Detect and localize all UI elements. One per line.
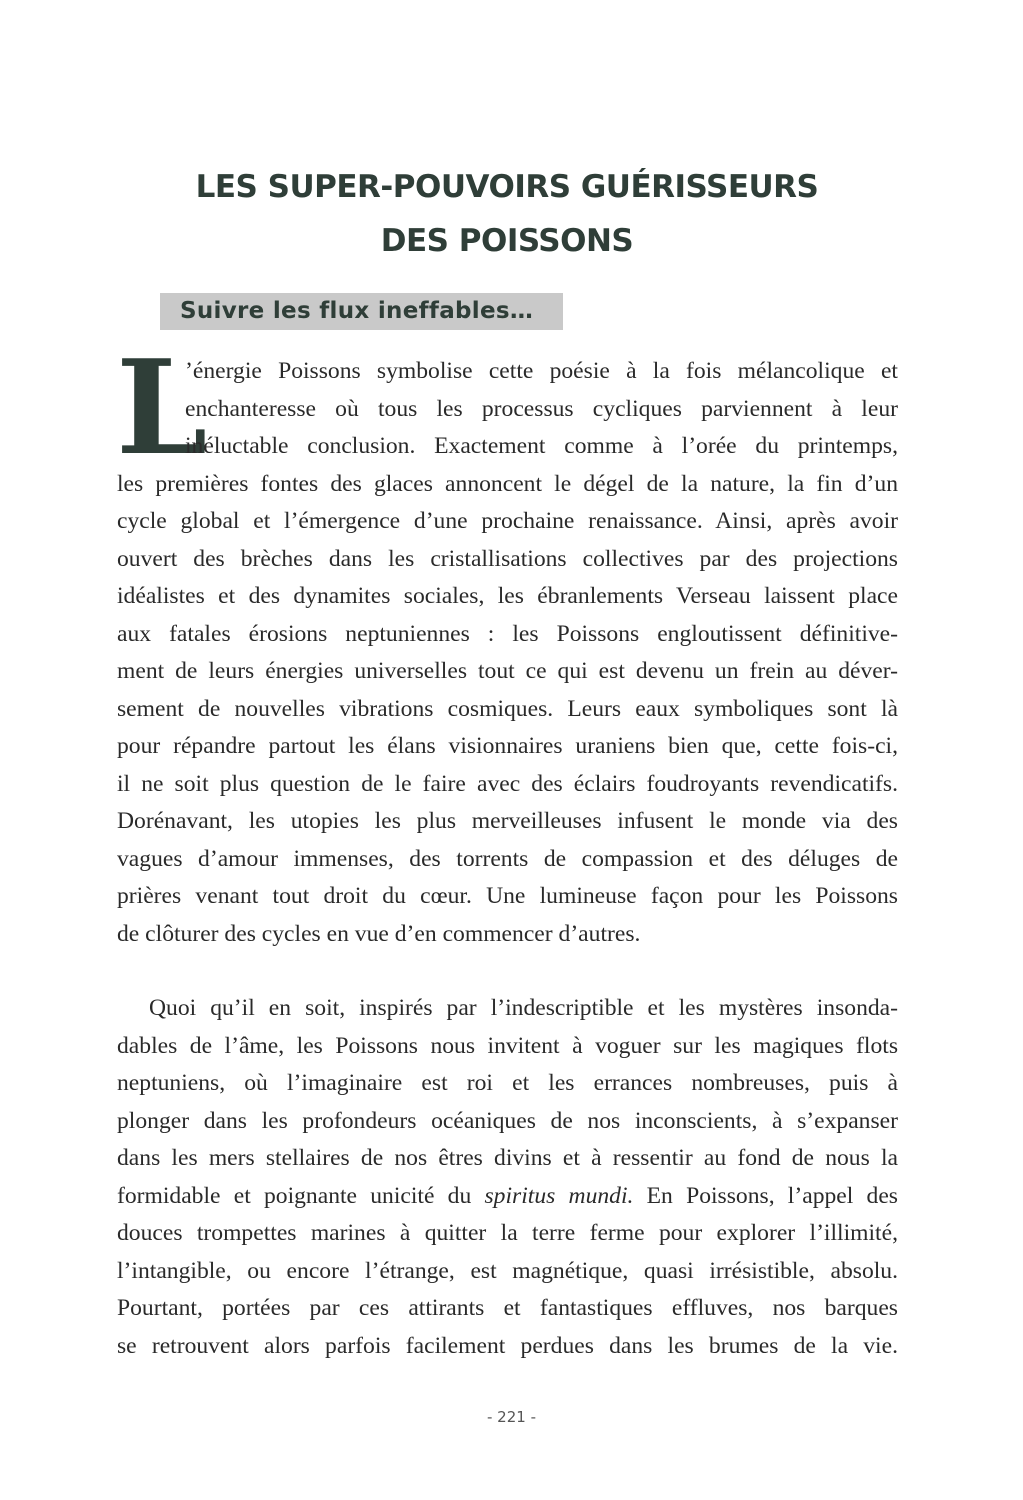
text-line: les premières fontes des glaces annoncent le dégel de la nature, la fin d’un: [117, 470, 898, 497]
text-line: ment de leurs énergies universelles tout ce qui est devenu un frein au déver-: [117, 658, 898, 684]
text-line: dans les mers stellaires de nos êtres divins et à ressentir au fond de nous la: [117, 1145, 898, 1171]
text-line: cycle global et l’émergence d’une prochaine renaissance. Ainsi, après avoir: [117, 508, 898, 534]
text-line: Pourtant, portées par ces attirants et fantastiques effluves, nos barques: [117, 1295, 898, 1321]
paragraph-1: [117, 353, 898, 953]
text-line: dables de l’âme, les Poissons nous invitent à voguer sur les magiques flots: [117, 1032, 898, 1059]
text-line: Quoi qu’il en soit, inspirés par l’indescriptible et les mystères insonda-: [149, 995, 898, 1021]
text-line: aux fatales érosions neptuniennes : les Poissons engloutissent définitive-: [117, 620, 898, 647]
text-line: Dorénavant, les utopies les plus merveilleuses infusent le monde via des: [117, 808, 898, 834]
page-number: - 221 -: [487, 1408, 536, 1426]
text-line: douces trompettes marines à quitter la terre ferme pour explorer l’illimité,: [117, 1220, 898, 1246]
section-subtitle: Suivre les flux ineffables…: [180, 298, 534, 324]
text-line: pour répandre partout les élans visionnaires uraniens bien que, cette fois-ci,: [117, 733, 898, 759]
text-line: prières venant tout droit du cœur. Une lumineuse façon pour les Poissons: [117, 883, 898, 909]
text-line: neptuniens, où l’imaginaire est roi et les errances nombreuses, puis à: [117, 1070, 898, 1096]
paragraph-2: [117, 990, 898, 1365]
text-line: se retrouvent alors parfois facilement perdues dans les brumes de la vie.: [117, 1332, 898, 1359]
text-line: idéalistes et des dynamites sociales, les ébranlements Verseau laissent place: [117, 583, 898, 609]
italic-term: spiritus mundi.: [484, 1182, 634, 1209]
text-line: de clôturer des cycles en vue d’en commencer d’autres.: [117, 920, 641, 947]
chapter-title-line: LES SUPER-POUVOIRS GUÉRISSEURS: [195, 169, 819, 205]
text-line: vagues d’amour immenses, des torrents de compassion et des déluges de: [117, 845, 898, 872]
text-line: l’intangible, ou encore l’étrange, est magnétique, quasi irrésistible, absolu.: [117, 1257, 898, 1284]
drop-cap: L: [116, 331, 208, 484]
text-line: [117, 1178, 898, 1216]
text-line: inéluctable conclusion. Exactement comme à l’orée du printemps,: [185, 433, 898, 459]
text-run: formidable et poignante unicité du: [117, 1182, 485, 1209]
chapter-title: [117, 160, 897, 268]
text-line: ouvert des brèches dans les cristallisations collectives par des projections: [117, 545, 898, 572]
text-line: sement de nouvelles vibrations cosmiques. Leurs eaux symboliques sont là: [117, 695, 898, 722]
text-line: ’énergie Poissons symbolise cette poésie à la fois mélancolique et: [185, 358, 898, 384]
text-line: plonger dans les profondeurs océaniques de nos inconscients, à s’expanser: [117, 1107, 898, 1134]
text-run: En Poissons, l’appel des: [633, 1182, 898, 1209]
text-line: enchanteresse où tous les processus cycliques parviennent à leur: [185, 395, 898, 422]
text-line: il ne soit plus question de le faire avec des éclairs foudroyants revendicatifs.: [117, 770, 898, 797]
chapter-title-line: DES POISSONS: [380, 223, 634, 259]
